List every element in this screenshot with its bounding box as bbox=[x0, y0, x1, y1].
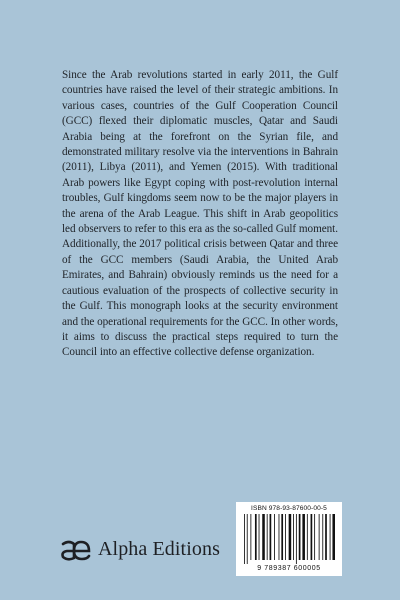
publisher-name: Alpha Editions bbox=[98, 538, 220, 560]
barcode-icon bbox=[242, 514, 336, 564]
barcode-area bbox=[236, 502, 342, 576]
barcode-digits: 9 789387 600005 bbox=[257, 565, 321, 572]
blurb-text: Since the Arab revolutions started in early 2011, the Gulf countries have raised the level of their strategic ambitions. In various cases, countries of the Gulf Cooperation Council (GCC) flexed their diplomatic muscles, Qatar and Saudi Arabia being at the forefront on the Syrian file, and demonstrated military resolve via the interventions in Bahrain (2011), Libya (2011), and Yemen (2015). With traditional Arab powers like Egypt coping with post-revolution internal troubles, Gulf kingdoms seem now to be the major players in the arena of the Arab League. This shift in Arab geopolitics led observers to refer to this era as the so-called Gulf moment. Additionally, the 2017 political crisis between Qatar and three of the GCC members (Saudi Arabia, the United Arab Emirates, and Bahrain) obviously reminds us the need for a cautious evaluation of the prospects of collective security in the Gulf. This monograph looks at the security environment and the operational requirements for the GCC. In other words, it aims to discuss the practical steps required to turn the Council into an effective collective defense organization. bbox=[62, 69, 338, 359]
isbn-label: ISBN 978-93-87600-00-5 bbox=[251, 505, 327, 512]
publisher-logo bbox=[60, 538, 220, 561]
ae-ligature-logo-icon bbox=[60, 539, 92, 561]
